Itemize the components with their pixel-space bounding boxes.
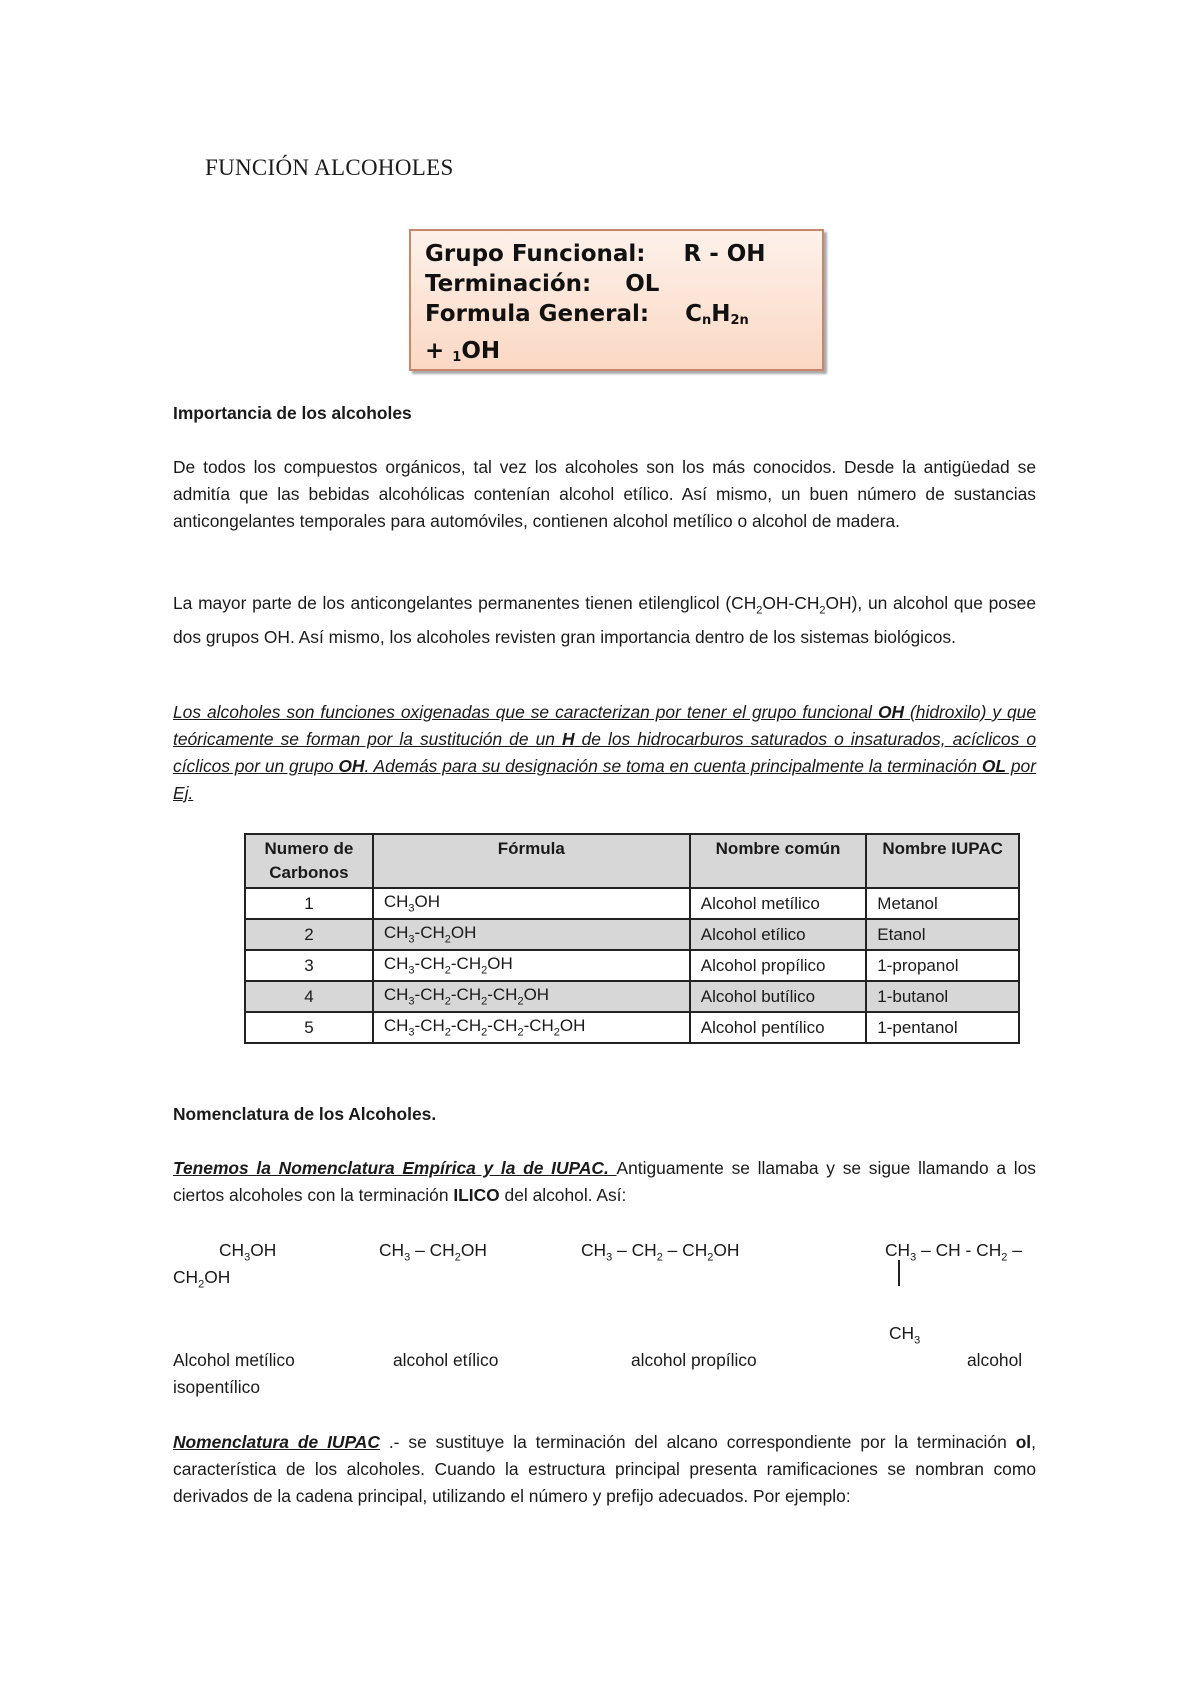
p2-sub-2: 2 — [819, 604, 826, 617]
functional-group-box — [409, 229, 824, 371]
table-row — [245, 919, 1019, 950]
box-line-grupo — [425, 239, 810, 269]
cell-formula: $CH_3-CH_2-CH_2-CH_2-CH_2OH$ — [373, 1012, 690, 1043]
cell-carbonos: 4 — [245, 981, 373, 1012]
cell-nombre-iupac: 1-propanol — [866, 950, 1019, 981]
cell-nombre-iupac: Metanol — [866, 888, 1019, 919]
formula-isopentanol-wrap: $CH_2OH$ — [173, 1267, 231, 1291]
grupo-value: R - OH — [683, 241, 766, 267]
def-t5: por Ej. — [173, 756, 1037, 803]
header-carbonos: Numero de Carbonos — [245, 834, 373, 888]
cell-nombre-comun: Alcohol butílico — [690, 981, 867, 1012]
cell-nombre-iupac: Etanol — [866, 919, 1019, 950]
name-isopentilico: isopentílico — [173, 1377, 261, 1397]
cell-nombre-comun: Alcohol etílico — [690, 919, 867, 950]
formula-plus: + — [425, 338, 453, 364]
nomenclatura-text-b: del alcohol. Así: — [499, 1185, 627, 1205]
nomenclatura-paragraph — [173, 1155, 1036, 1209]
cell-nombre-comun: Alcohol propílico — [690, 950, 867, 981]
cell-carbonos: 1 — [245, 888, 373, 919]
table-row — [245, 950, 1019, 981]
formula-one: 1 — [452, 350, 462, 365]
iupac-text-b: , característica de los alcoholes. Cuando la estructura principal presenta ramificaciones se nombran como derivados de la cadena principal, utilizando el número y prefijo adecuados. Por ejemplo: — [173, 1432, 1036, 1506]
formula-branch: $CH_3$ — [889, 1323, 921, 1347]
cell-nombre-comun: Alcohol metílico — [690, 888, 867, 919]
name-propilico: alcohol propílico — [631, 1350, 757, 1370]
importancia-paragraph-2 — [173, 590, 1036, 651]
cell-formula: $CH_3OH$ — [373, 888, 690, 919]
def-t2: (hidroxilo) y que teóricamente se forman por la sustitución de un — [173, 702, 1036, 749]
name-alcohol: alcohol — [967, 1350, 1023, 1370]
cell-formula: $CH_3-CH_2-CH_2-CH_2OH$ — [373, 981, 690, 1012]
p2-text-b: OH-CH — [762, 593, 820, 613]
definicion-paragraph — [173, 699, 1036, 807]
table-row — [245, 1012, 1019, 1043]
formula-c: C — [685, 301, 702, 327]
name-etilico: alcohol etílico — [393, 1350, 499, 1370]
nomenclatura-text-a: Antiguamente se llamaba y se sigue llamando a los ciertos alcoholes con la terminación — [173, 1158, 1036, 1205]
cell-carbonos: 2 — [245, 919, 373, 950]
terminacion-label: Terminación: — [425, 271, 592, 297]
cell-carbonos: 5 — [245, 1012, 373, 1043]
iupac-lead: Nomenclatura de IUPAC — [173, 1432, 380, 1452]
branch-bond-line — [898, 1260, 900, 1286]
cell-nombre-iupac: 1-pentanol — [866, 1012, 1019, 1043]
formula-2n: 2n — [730, 313, 749, 328]
nomenclatura-heading: Nomenclatura de los Alcoholes. — [173, 1104, 437, 1124]
table-row — [245, 888, 1019, 919]
cell-formula: $CH_3-CH_2-CH_2OH$ — [373, 950, 690, 981]
iupac-paragraph — [173, 1429, 1036, 1510]
def-b4: OL — [981, 756, 1007, 776]
formula-h: H — [711, 301, 731, 327]
iupac-ol: ol — [1015, 1432, 1032, 1452]
def-b1: OH — [877, 702, 905, 722]
def-t1: Los alcoholes son funciones oxigenadas que se caracterizan por tener el grupo funcional — [173, 702, 878, 722]
formula-propanol: $CH_3 - CH_2 - CH_2OH$ — [581, 1240, 740, 1264]
p2-sub-1: 2 — [756, 604, 763, 617]
alcohols-table — [244, 833, 1020, 1044]
p2-text-c: OH), un alcohol que posee dos grupos OH. Así mismo, los alcoholes revisten gran importancia dentro de los sistemas biológicos. — [173, 593, 1036, 648]
def-t3: de los hidrocarburos saturados o insaturados, acíclicos o cíclicos por un grupo — [173, 729, 1036, 776]
nomenclatura-ilico: ILICO — [453, 1185, 500, 1205]
def-t4: . Además para su designación se toma en cuenta principalmente la terminación — [364, 756, 982, 776]
grupo-label: Grupo Funcional: — [425, 241, 646, 267]
table-header-row — [245, 834, 1019, 888]
formula-label: Formula General: — [425, 301, 650, 327]
importancia-heading: Importancia de los alcoholes — [173, 403, 412, 423]
box-line-formula — [425, 299, 810, 336]
p2-text-a: La mayor parte de los anticongelantes permanentes tienen etilenglicol (CH — [173, 593, 757, 613]
formula-etanol: $CH_3 - CH_2OH$ — [379, 1240, 487, 1264]
header-nombre-comun: Nombre común — [690, 834, 867, 888]
def-b3: OH — [338, 756, 365, 776]
header-nombre-iupac: Nombre IUPAC — [866, 834, 1019, 888]
cell-formula: $CH_3-CH_2OH$ — [373, 919, 690, 950]
terminacion-value: OL — [625, 271, 660, 297]
box-line-oh — [425, 336, 810, 373]
header-formula: Fórmula — [373, 834, 690, 888]
box-line-terminacion — [425, 269, 810, 299]
formula-isopentanol: $CH_3$ – CH - $CH_2$ – — [885, 1240, 1022, 1264]
cell-nombre-iupac: 1-butanol — [866, 981, 1019, 1012]
cell-nombre-comun: Alcohol pentílico — [690, 1012, 867, 1043]
name-metilico: Alcohol metílico — [173, 1350, 295, 1370]
importancia-paragraph-1: De todos los compuestos orgánicos, tal vez los alcoholes son los más conocidos. Desde la antigüedad se admitía que las bebidas alcohólicas contenían alcohol etílico. Así mismo, un buen número de sustancias anticongelantes temporales para automóviles, contienen alcohol metílico o alcohol de madera. — [173, 457, 1036, 531]
page-title: FUNCIÓN ALCOHOLES — [205, 155, 454, 180]
iupac-text-a: .- se sustituye la terminación del alcano correspondiente por la terminación — [379, 1432, 1016, 1452]
formula-metanol: $CH_3OH$ — [219, 1240, 277, 1264]
table-row — [245, 981, 1019, 1012]
cell-carbonos: 3 — [245, 950, 373, 981]
formula-n: n — [701, 313, 712, 328]
nomenclatura-lead: Tenemos la Nomenclatura Empírica y la de IUPAC. — [173, 1158, 617, 1178]
formula-oh: OH — [461, 338, 501, 364]
def-b2: H — [561, 729, 575, 749]
